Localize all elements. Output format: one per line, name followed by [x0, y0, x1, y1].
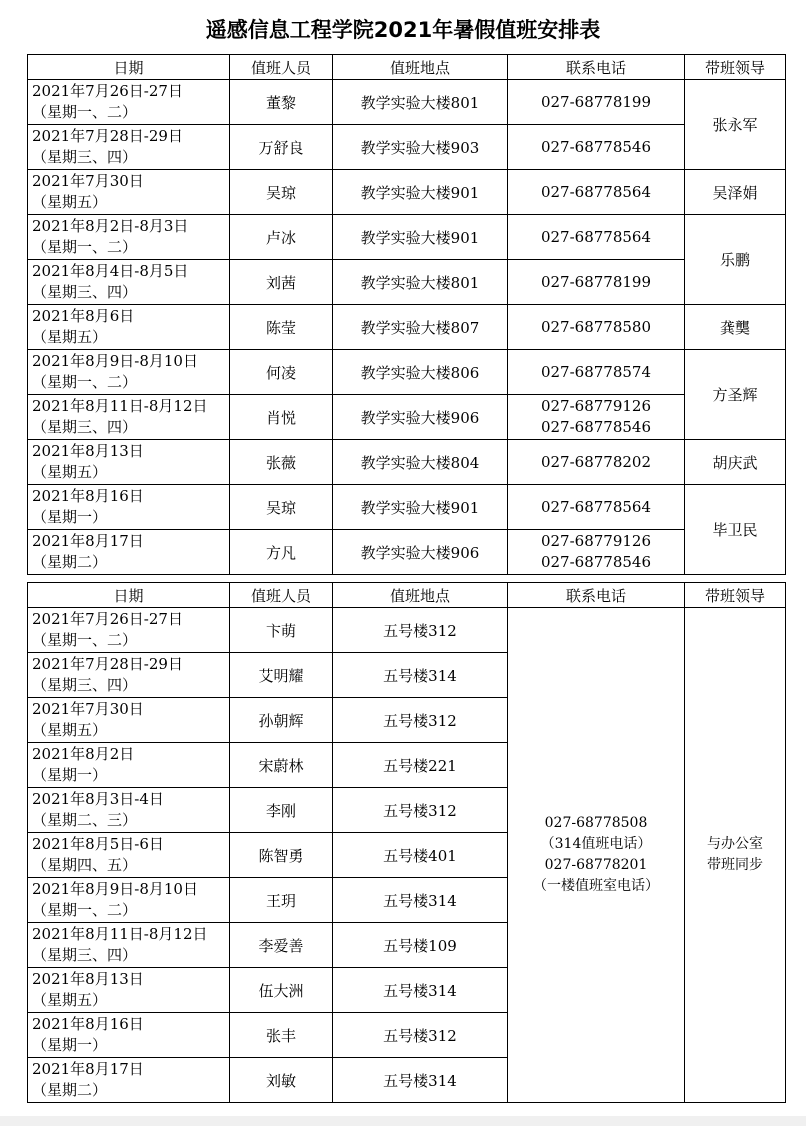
- person-cell: 吴琼: [230, 485, 333, 530]
- date-cell: 2021年8月2日 （星期一）: [28, 743, 230, 788]
- place-cell: 五号楼314: [333, 653, 508, 698]
- person-cell: 宋蔚林: [230, 743, 333, 788]
- place-cell: 五号楼312: [333, 1013, 508, 1058]
- leader-cell: 胡庆武: [685, 440, 786, 485]
- phone-cell: 027-68778199: [508, 80, 685, 125]
- date-cell: 2021年8月9日-8月10日 （星期一、二）: [28, 350, 230, 395]
- person-cell: 张薇: [230, 440, 333, 485]
- date-cell: 2021年7月26日-27日 （星期一、二）: [28, 608, 230, 653]
- date-cell: 2021年8月16日 （星期一）: [28, 1013, 230, 1058]
- table-row: [28, 125, 786, 170]
- date-cell: 2021年7月30日 （星期五）: [28, 170, 230, 215]
- date-cell: 2021年8月4日-8月5日 （星期三、四）: [28, 260, 230, 305]
- place-cell: 教学实验大楼801: [333, 80, 508, 125]
- place-cell: 教学实验大楼906: [333, 530, 508, 575]
- place-cell: 五号楼312: [333, 698, 508, 743]
- place-cell: 教学实验大楼804: [333, 440, 508, 485]
- phone-cell: 027-68778199: [508, 260, 685, 305]
- table-header-row: [28, 583, 786, 608]
- date-cell: 2021年7月30日 （星期五）: [28, 698, 230, 743]
- leader-cell: 毕卫民: [685, 485, 786, 575]
- header-leader: 带班领导: [685, 583, 786, 608]
- leader-cell: 方圣辉: [685, 350, 786, 440]
- header-phone: 联系电话: [508, 583, 685, 608]
- table-row: [28, 80, 786, 125]
- person-cell: 万舒良: [230, 125, 333, 170]
- place-cell: 五号楼401: [333, 833, 508, 878]
- phone-cell: 027-68779126 027-68778546: [508, 395, 685, 440]
- place-cell: 五号楼312: [333, 788, 508, 833]
- place-cell: 五号楼314: [333, 1058, 508, 1103]
- table-row: [28, 485, 786, 530]
- date-cell: 2021年8月5日-6日 （星期四、五）: [28, 833, 230, 878]
- person-cell: 卞萌: [230, 608, 333, 653]
- place-cell: 教学实验大楼806: [333, 350, 508, 395]
- header-leader: 带班领导: [685, 55, 786, 80]
- date-cell: 2021年7月28日-29日 （星期三、四）: [28, 653, 230, 698]
- date-cell: 2021年8月11日-8月12日 （星期三、四）: [28, 395, 230, 440]
- place-cell: 五号楼312: [333, 608, 508, 653]
- place-cell: 教学实验大楼901: [333, 215, 508, 260]
- date-cell: 2021年8月17日 （星期二）: [28, 530, 230, 575]
- date-cell: 2021年7月26日-27日 （星期一、二）: [28, 80, 230, 125]
- person-cell: 艾明耀: [230, 653, 333, 698]
- table-row: [28, 215, 786, 260]
- date-cell: 2021年8月17日 （星期二）: [28, 1058, 230, 1103]
- place-cell: 五号楼314: [333, 968, 508, 1013]
- table-row: [28, 350, 786, 395]
- table-row: [28, 608, 786, 653]
- table-row: [28, 170, 786, 215]
- person-cell: 陈智勇: [230, 833, 333, 878]
- contact-phone-cell: 027-68778508 （314值班电话） 027-68778201 （一楼值班室电话）: [508, 608, 685, 1103]
- place-cell: 教学实验大楼903: [333, 125, 508, 170]
- person-cell: 刘茜: [230, 260, 333, 305]
- place-cell: 教学实验大楼901: [333, 485, 508, 530]
- date-cell: 2021年8月3日-4日 （星期二、三）: [28, 788, 230, 833]
- date-cell: 2021年7月28日-29日 （星期三、四）: [28, 125, 230, 170]
- person-cell: 方凡: [230, 530, 333, 575]
- date-cell: 2021年8月16日 （星期一）: [28, 485, 230, 530]
- date-cell: 2021年8月9日-8月10日 （星期一、二）: [28, 878, 230, 923]
- table-header-row: [28, 55, 786, 80]
- person-cell: 董黎: [230, 80, 333, 125]
- place-cell: 教学实验大楼901: [333, 170, 508, 215]
- date-cell: 2021年8月6日 （星期五）: [28, 305, 230, 350]
- place-cell: 教学实验大楼807: [333, 305, 508, 350]
- phone-cell: 027-68778564: [508, 215, 685, 260]
- duty-table-teaching-building: [27, 54, 786, 575]
- leader-cell: 与办公室 带班同步: [685, 608, 786, 1103]
- date-cell: 2021年8月13日 （星期五）: [28, 440, 230, 485]
- place-cell: 五号楼109: [333, 923, 508, 968]
- place-cell: 五号楼221: [333, 743, 508, 788]
- header-place: 值班地点: [333, 583, 508, 608]
- person-cell: 孙朝辉: [230, 698, 333, 743]
- person-cell: 王玥: [230, 878, 333, 923]
- person-cell: 吴琼: [230, 170, 333, 215]
- duty-table-building-five: [27, 582, 786, 1103]
- place-cell: 教学实验大楼906: [333, 395, 508, 440]
- header-person: 值班人员: [230, 55, 333, 80]
- table-row: [28, 440, 786, 485]
- phone-cell: 027-68778564: [508, 485, 685, 530]
- phone-cell: 027-68778564: [508, 170, 685, 215]
- leader-cell: 龚龑: [685, 305, 786, 350]
- date-cell: 2021年8月11日-8月12日 （星期三、四）: [28, 923, 230, 968]
- person-cell: 伍大洲: [230, 968, 333, 1013]
- phone-cell: 027-68779126 027-68778546: [508, 530, 685, 575]
- leader-cell: 吴泽娟: [685, 170, 786, 215]
- person-cell: 张丰: [230, 1013, 333, 1058]
- place-cell: 教学实验大楼801: [333, 260, 508, 305]
- page-title: 遥感信息工程学院2021年暑假值班安排表: [205, 18, 601, 42]
- person-cell: 肖悦: [230, 395, 333, 440]
- table-row: [28, 305, 786, 350]
- header-phone: 联系电话: [508, 55, 685, 80]
- person-cell: 李爱善: [230, 923, 333, 968]
- person-cell: 刘敏: [230, 1058, 333, 1103]
- table-row: [28, 530, 786, 575]
- bottom-edge: [0, 1116, 806, 1126]
- phone-cell: 027-68778574: [508, 350, 685, 395]
- leader-cell: 乐鹏: [685, 215, 786, 305]
- header-place: 值班地点: [333, 55, 508, 80]
- place-cell: 五号楼314: [333, 878, 508, 923]
- person-cell: 陈莹: [230, 305, 333, 350]
- date-cell: 2021年8月2日-8月3日 （星期一、二）: [28, 215, 230, 260]
- person-cell: 何凌: [230, 350, 333, 395]
- person-cell: 李刚: [230, 788, 333, 833]
- table-row: [28, 260, 786, 305]
- person-cell: 卢冰: [230, 215, 333, 260]
- phone-cell: 027-68778546: [508, 125, 685, 170]
- phone-cell: 027-68778202: [508, 440, 685, 485]
- table-row: [28, 395, 786, 440]
- date-cell: 2021年8月13日 （星期五）: [28, 968, 230, 1013]
- phone-cell: 027-68778580: [508, 305, 685, 350]
- header-person: 值班人员: [230, 583, 333, 608]
- header-date: 日期: [28, 55, 230, 80]
- leader-cell: 张永军: [685, 80, 786, 170]
- header-date: 日期: [28, 583, 230, 608]
